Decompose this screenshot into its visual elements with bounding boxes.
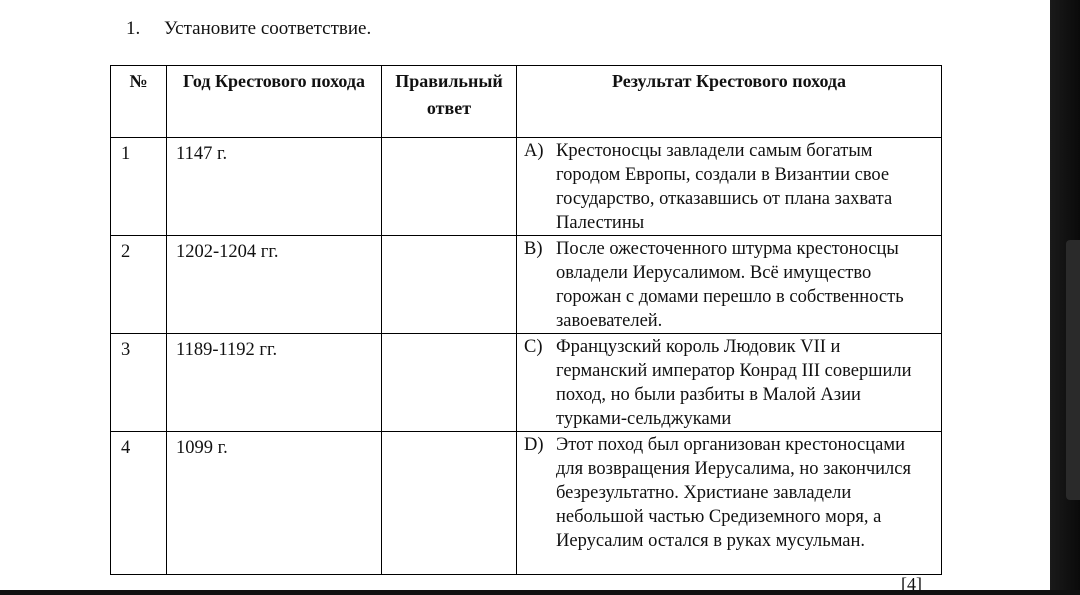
result-letter: D) [524, 435, 544, 455]
row-year: 1147 г. [167, 138, 382, 236]
table-header-row [111, 66, 942, 138]
answer-cell[interactable] [382, 236, 517, 334]
result-text: Французский король Людовик VII и германский император Конрад III совершили поход, но были разбиты в Малой Азии турками-сельджуками [556, 337, 912, 429]
table-row [111, 334, 942, 432]
result-cell [517, 236, 942, 334]
result-text: Крестоносцы завладели самым богатым городом Европы, создали в Византии свое государство, отказавшись от плана захвата Палестины [556, 141, 893, 233]
edge-shadow [1066, 240, 1080, 500]
screen-edge [1050, 0, 1080, 590]
result-cell [517, 138, 942, 236]
result-cell [517, 432, 942, 575]
task-instruction [126, 18, 371, 40]
answer-cell[interactable] [382, 138, 517, 236]
answer-cell[interactable] [382, 432, 517, 575]
row-number: 2 [111, 236, 167, 334]
result-text: После ожесточенного штурма крестоносцы овладели Иерусалимом. Всё имущество горожан с домами перешло в собственность завоевателей. [556, 239, 904, 331]
table-row [111, 138, 942, 236]
table-row [111, 236, 942, 334]
row-year: 1099 г. [167, 432, 382, 575]
row-number: 3 [111, 334, 167, 432]
header-no: № [111, 66, 167, 138]
result-cell [517, 334, 942, 432]
task-number: 1. [126, 18, 141, 39]
result-text: Этот поход был организован крестоносцами для возвращения Иерусалима, но закончился безрезультатно. Христиане завладели небольшой частью Средиземного моря, а Иерусалим остался в руках мусульман. [556, 435, 911, 551]
header-answer: Правильный ответ [382, 66, 517, 138]
row-number: 1 [111, 138, 167, 236]
row-number: 4 [111, 432, 167, 575]
task-text: Установите соответствие. [164, 18, 372, 39]
result-letter: A) [524, 141, 544, 161]
table-row [111, 432, 942, 575]
matching-table [110, 65, 942, 575]
header-result: Результат Крестового похода [517, 66, 942, 138]
result-letter: B) [524, 239, 543, 259]
row-year: 1189-1192 гг. [167, 334, 382, 432]
row-year: 1202-1204 гг. [167, 236, 382, 334]
header-year: Год Крестового похода [167, 66, 382, 138]
answer-cell[interactable] [382, 334, 517, 432]
score-marks: [4] [901, 574, 922, 594]
result-letter: C) [524, 337, 543, 357]
